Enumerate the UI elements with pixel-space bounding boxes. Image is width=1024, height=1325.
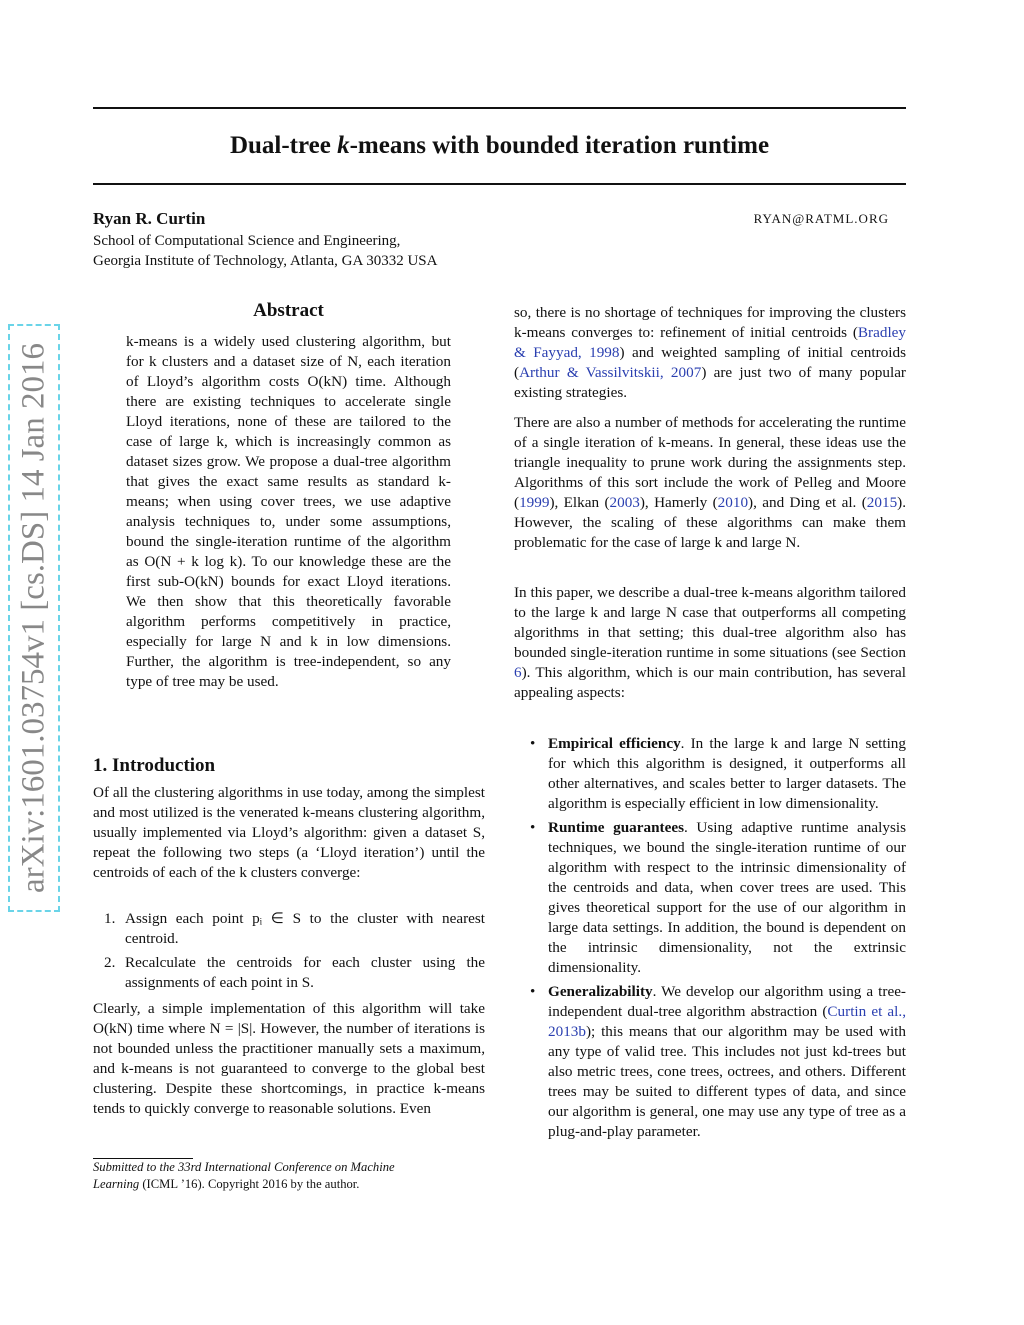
top-rule xyxy=(93,107,906,109)
citation-link[interactable]: 1999 xyxy=(519,494,550,511)
right-paragraph-2: There are also a number of methods for accelerating the runtime of a single iteration of k-means. In general, these ideas use the triangle inequality to prune work during the assignments step. Algorithms of this sort include the work of Pelleg and Moore (1999), Elkan (2003), Hamerly (2010), and Ding et al. (2015). However, the scaling of these algorithms can make them problematic for the case of large k and large N. xyxy=(514,414,907,551)
lloyd-steps-list xyxy=(93,909,485,997)
citation-link[interactable]: 2015 xyxy=(866,494,898,511)
list-item: • Runtime guarantees. Using adaptive runtime analysis techniques, we bound the single-iteration runtime of our algorithm with respect to the intrinsic dimensionality of the centroids and data, when cover trees are used. This gives theoretical support for the use of our algorithm in large data settings. In addition, the bound is dependent on the intrinsic dimensionality, not the extrinsic dimensionality. xyxy=(530,819,906,976)
paper-title: Dual-tree k-means with bounded iteration runtime xyxy=(229,132,770,159)
citation-link[interactable]: 2010 xyxy=(717,494,749,511)
citation-link[interactable]: Arthur & Vassilvitskii, 2007 xyxy=(519,364,702,381)
intro-paragraph-1: Of all the clustering algorithms in use today, among the simplest and most utilized is the venerated k-means clustering algorithm, usually implemented via Lloyd’s algorithm: given a dataset S, repeat the following two steps (a ‘Lloyd iteration’) until the centroids of each of the k clusters converge: xyxy=(93,784,485,881)
bullet-icon: • xyxy=(530,819,536,836)
citation-link[interactable]: Curtin et al., 2013b xyxy=(548,1003,906,1040)
list-item: 2. Recalculate the centroids for each cluster using the assignments of each point in S. xyxy=(104,954,485,991)
citation-link[interactable]: Bradley & Fayyad, 1998 xyxy=(514,324,906,361)
author-email[interactable]: RYAN@RATML.ORG xyxy=(753,211,889,226)
section-link[interactable]: 6 xyxy=(514,664,522,681)
author-name: Ryan R. Curtin xyxy=(93,209,206,228)
list-item: • Empirical efficiency. In the large k and large N setting for which this algorithm is designed, it outperforms all other alternatives, and scales better to larger datasets. The algorithm is especially efficient in low dimensionality. xyxy=(530,735,906,812)
right-paragraph-3: In this paper, we describe a dual-tree k-means algorithm tailored to the large k and large N case that outperforms all competing algorithms in that setting; this dual-tree algorithm also has bounded single-iteration runtime in some situations (see Section 6). This algorithm, which is our main contribution, has several appealing aspects: xyxy=(514,584,906,701)
title-bottom-rule xyxy=(93,183,906,185)
introduction-heading: 1. Introduction xyxy=(93,755,216,776)
affiliation-line-1: School of Computational Science and Engineering, xyxy=(93,233,401,249)
abstract-text: k-means is a widely used clustering algorithm, but for k clusters and a dataset size of N, each iteration of Lloyd’s algorithm costs O(kN) time. Although there are existing techniques to accelerate single Lloyd iterations, none of these are tailored to the case of large k, which is increasingly common as dataset sizes grow. We propose a dual-tree algorithm that gives the exact same results as standard k-means; when using cover trees, we use adaptive analysis techniques to, under some assumptions, bound the single-iteration runtime of the algorithm as O(N + k log k). To our knowledge these are the first sub-O(kN) bounds for exact Lloyd iterations. We then show that this theoretically favorable algorithm performs competitively in practice, especially for large N and k in low dimensions. Further, the algorithm is tree-independent, so any type of tree may be used. xyxy=(126,333,451,690)
abstract-heading: Abstract xyxy=(253,300,324,321)
footnote: Submitted to the 33rd International Conference on Machine Learning (ICML ’16). Copyright 2016 by the author. xyxy=(93,1160,395,1191)
list-item: 1. Assign each point pᵢ ∈ S to the cluster with nearest centroid. xyxy=(104,910,485,947)
intro-paragraph-2: Clearly, a simple implementation of this algorithm will take O(kN) time where N = |S|. However, the number of iterations is not bounded unless the practitioner manually sets a maximum, and k-means is not guaranteed to converge to the global best clustering. Despite these shortcomings, in practice k-means tends to quickly converge to reasonable solutions. Even xyxy=(93,1000,485,1117)
bullet-icon: • xyxy=(530,735,536,752)
list-item: • Generalizability. We develop our algorithm using a tree-independent dual-tree algorithm abstraction (Curtin et al., 2013b); this means that our algorithm may be used with any type of valid tree. This includes not just kd-trees but also metric trees, cone trees, octrees, and others. Different trees may be suited to different types of data, and since our algorithm is general, one may use any type of tree as a plug-and-play parameter. xyxy=(530,983,906,1140)
right-paragraph-1: so, there is no shortage of techniques for improving the clusters k-means converges to: refinement of initial centroids (Bradley & Fayyad, 1998) and weighted sampling of initial centroids (Arthur & Vassilvitskii, 2007) are just two of many popular existing strategies. xyxy=(514,304,906,401)
citation-link[interactable]: 2003 xyxy=(609,494,640,511)
bullet-icon: • xyxy=(530,983,536,1000)
affiliation-line-2: Georgia Institute of Technology, Atlanta, GA 30332 USA xyxy=(93,253,438,269)
contributions-list xyxy=(514,734,906,1146)
arxiv-identifier[interactable]: arXiv:1601.03754v1 [cs.DS] 14 Jan 2016 xyxy=(8,324,60,912)
